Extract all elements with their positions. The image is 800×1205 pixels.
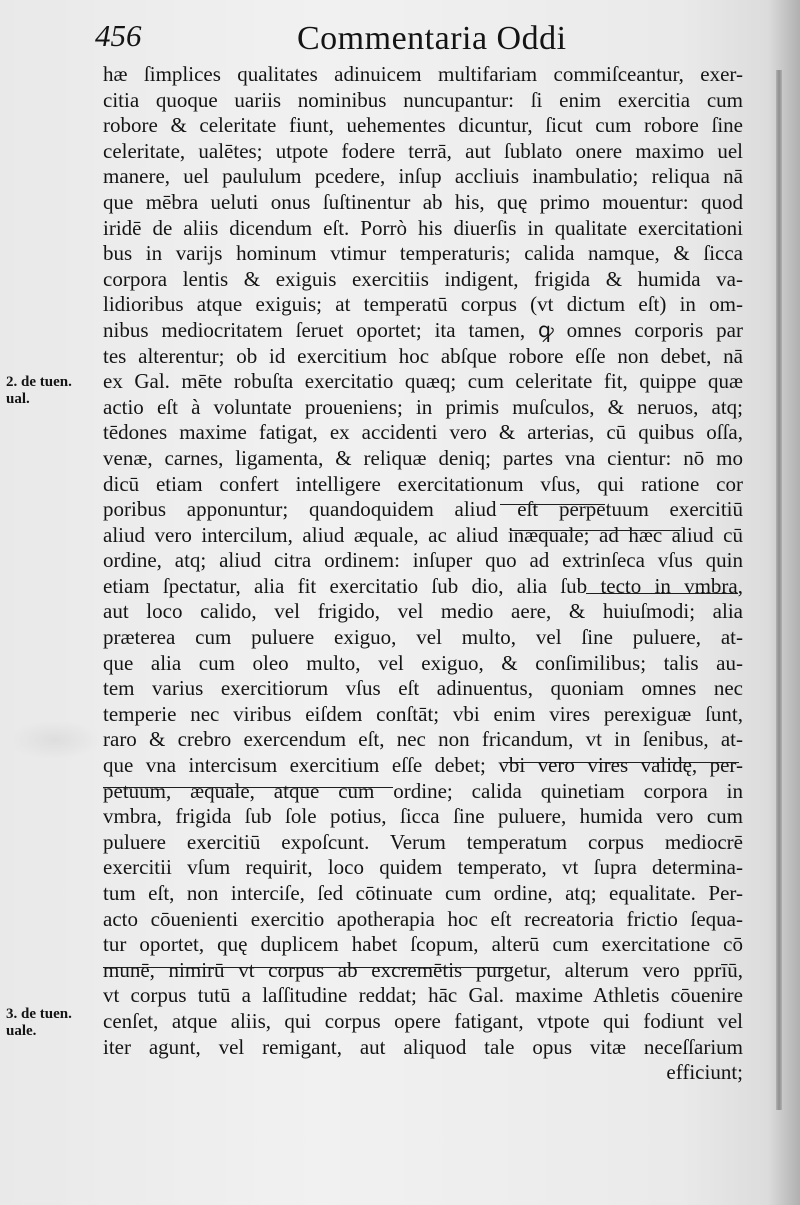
text-line: robore & celeritate fiunt, uehementes dicuntur, ſicut cum robore ſine: [103, 113, 743, 138]
text-line: corpora lentis & exiguis exercitiis indigent, frigida & humida va-: [103, 266, 743, 291]
ink-underline: [103, 787, 393, 788]
text-line: præterea cum puluere exiguo, vel multo, vel ſine puluere, at-: [103, 625, 743, 650]
ink-underline: [500, 504, 605, 505]
text-line: tum eſt, non interciſe, ſed cōtinuate cum ordine, atq; equalitate. Per-: [103, 881, 743, 905]
text-line: cenſet, atque aliis, qui corpus opere fatigant, vtpote qui fodiunt vel: [103, 1008, 743, 1033]
page-header: [95, 14, 615, 58]
text-line: que mēbra ueluti onus ſuſtinentur ab his, quę primo mouentur: quod: [103, 189, 743, 214]
main-text-block: [103, 62, 743, 1086]
text-line: tes alterentur; ob id exercitium hoc abſque robore eſſe non debet, nā: [103, 343, 743, 368]
text-line: poribus apponuntur; quandoquidem aliud eſt perpetuum exercitiū: [103, 497, 743, 522]
text-line: acto cōuenienti exercitio apotherapia hoc eſt recreatoria frictio ſequa-: [103, 906, 743, 931]
text-line: actio eſt à voluntate proueniens; in primis muſculos, & neruos, atq;: [103, 394, 743, 419]
text-line: aliud vero intercilum, aliud æquale, ac aliud inæquale; ad hæc aliud cū: [103, 522, 743, 547]
ink-underline: [510, 530, 682, 531]
faded-margin-mark: [10, 720, 100, 760]
text-line: iridē de aliis dicendum eſt. Porrò his diuerſis in qualitate exercitationi: [103, 215, 743, 240]
ink-underline: [103, 967, 513, 968]
text-line: tur oportet, quę duplicem habet ſcopum, alterū cum exercitatione cō: [103, 932, 743, 957]
ink-underline: [586, 593, 738, 594]
text-line: bus in varijs hominum vtimur temperaturis; calida namque, & ſicca: [103, 241, 743, 266]
text-line: efficiunt;: [666, 1060, 743, 1085]
text-line: puluere exercitiū expoſcunt. Verum temperatum corpus mediocrē: [103, 829, 743, 854]
text-line: etiam ſpectatur, alia fit exercitatio ſub dio, alia ſub tecto in vmbra,: [103, 573, 743, 598]
text-line: vt corpus tutū a laſſitudine reddat; hāc Gal. maxime Athletis cōuenire: [103, 983, 743, 1008]
text-line: dicū etiam confert intelligere exercitationum vſus, qui ratione cor: [103, 471, 743, 496]
text-line: venæ, carnes, ligamenta, & reliquæ deniq; partes vna cientur: nō mo: [103, 445, 743, 470]
page-gutter-shadow: [776, 70, 782, 1110]
text-line: que alia cum oleo multo, vel exiguo, & conſimilibus; talis au-: [103, 650, 743, 675]
ink-underline: [503, 762, 739, 763]
text-line: ex Gal. mēte robuſta exercitatio quæq; cum celeritate fit, quippe quæ: [103, 369, 743, 394]
text-line: iter agunt, vel remigant, aut aliquod tale opus vitæ neceſſarium: [103, 1034, 743, 1059]
text-line: citia quoque uariis nominibus nuncupantur: ſi enim exercitia cum: [103, 87, 743, 112]
text-line: petuum, æquale, atque cum ordine; calida quinetiam corpora in: [103, 778, 743, 803]
running-title: Commentaria Oddi: [297, 20, 567, 57]
text-line: tem varius exercitiorum vſus eſt adinuentus, quoniam omnes nec: [103, 676, 743, 701]
margin-note: 3. de tuen. uale.: [6, 1006, 72, 1039]
page-number: 456: [95, 18, 142, 53]
margin-note: 2. de tuen. ual.: [6, 374, 72, 407]
text-line: raro & crebro exercendum eſt, nec non fricandum, vt in ſenibus, at-: [103, 727, 743, 752]
text-line: munē, nimirū vt corpus ab excremētis purgetur, alterum vero pprīū,: [103, 957, 743, 982]
text-line: aut loco calido, vel frigido, vel medio aere, & huiuſmodi; alia: [103, 599, 743, 624]
text-line: vmbra, frigida ſub ſole potius, ſicca ſine puluere, humida vero cum: [103, 804, 743, 829]
text-line: que vna intercisum exercitium eſſe debet; vbi vero vires validę, per-: [103, 753, 743, 778]
text-line: nibus mediocritatem ſeruet oportet; ita tamen, ꝙ omnes corporis par: [103, 317, 743, 342]
text-line: temperie nec viribus eiſdem conſtāt; vbi enim vires perexiguæ ſunt,: [103, 701, 743, 726]
text-line: celeritate, ualētes; utpote fodere terrā, aut ſublato onere maximo uel: [103, 138, 743, 163]
text-line: lidioribus atque exiguis; at temperatū corpus (vt dictum eſt) in om-: [103, 292, 743, 317]
text-line: manere, uel paululum pcedere, inſup accliuis inambulatio; reliqua nā: [103, 164, 743, 189]
text-line: exercitii vſum requirit, loco quidem temperato, vt ſupra determina-: [103, 855, 743, 880]
text-line: tēdones maxime fatigat, ex accidenti vero & arterias, cū quibus oſſa,: [103, 420, 743, 445]
text-line: hæ ſimplices qualitates adinuicem multifariam commiſceantur, exer-: [103, 62, 743, 86]
text-line: ordine, atq; aliud citra ordinem: inſuper quo ad extrinſeca vſus quin: [103, 548, 743, 573]
